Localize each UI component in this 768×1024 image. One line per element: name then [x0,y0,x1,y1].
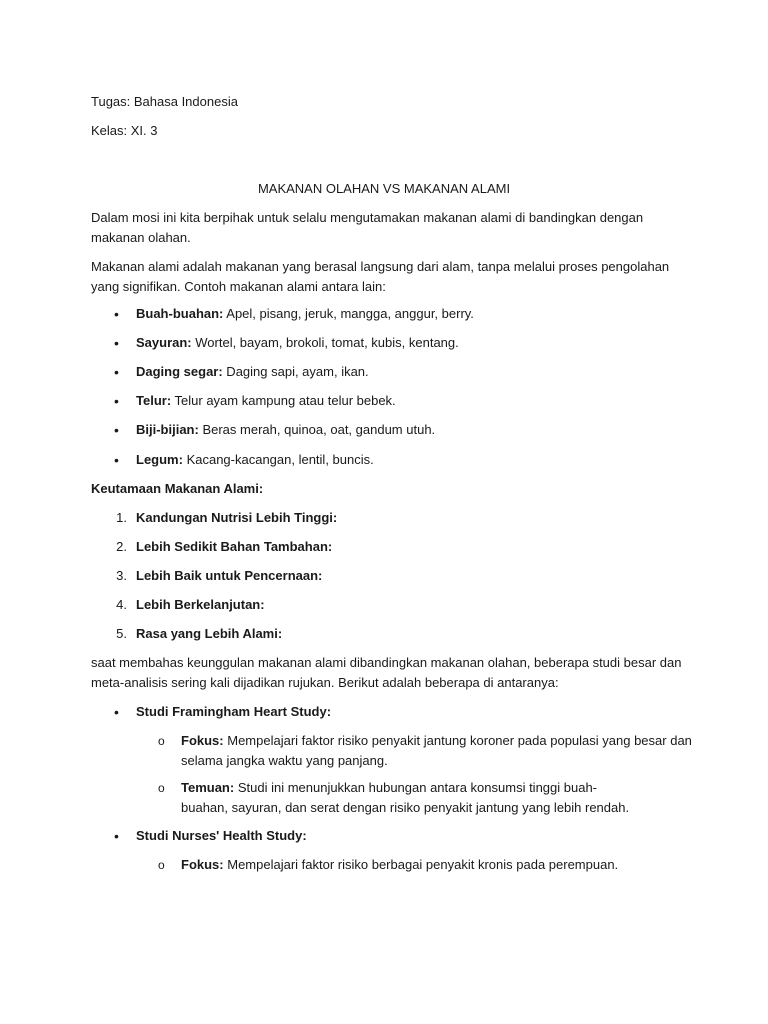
assignment-line: Tugas: Bahasa Indonesia [91,94,238,109]
item-number: 5. [116,626,127,641]
item-label: Rasa yang Lebih Alami: [136,626,283,641]
detail-label: Fokus: [181,857,224,872]
bullet-icon: • [114,393,119,409]
item-text: Kacang-kacangan, lentil, buncis. [182,452,374,467]
intro-paragraph: Dalam mosi ini kita berpihak untuk selalu mengutamakan makanan alami di bandingkan dengan makanan olahan. [91,210,644,245]
advantages-heading: Keutamaan Makanan Alami: [91,481,264,496]
study-name: Studi Nurses' Health Study: [136,828,307,843]
item-label: Lebih Baik untuk Pencernaan: [136,568,323,583]
sub-bullet-icon: o [158,781,165,795]
bullet-icon: • [114,452,119,468]
item-text: Wortel, bayam, brokoli, tomat, kubis, kentang. [191,335,459,350]
item-label: Legum: [136,452,183,467]
item-label: Lebih Berkelanjutan: [136,597,265,612]
bullet-icon: • [114,364,119,380]
bullet-icon: • [114,828,119,844]
item-text: Beras merah, quinoa, oat, gandum utuh. [198,422,436,437]
detail-text: Studi ini menunjukkan hubungan antara konsumsi tinggi buah-buahan, sayuran, dan serat dengan risiko penyakit jantung yang lebih rendah. [181,780,630,815]
studies-intro-paragraph: saat membahas keunggulan makanan alami dibandingkan makanan olahan, beberapa studi besar dan meta-analisis sering kali dijadikan rujukan. Berikut adalah beberapa di antaranya: [91,655,682,690]
bullet-icon: • [114,335,119,351]
class-line: Kelas: XI. 3 [91,123,158,138]
detail-text: Mempelajari faktor risiko berbagai penyakit kronis pada perempuan. [223,857,619,872]
item-label: Sayuran: [136,335,192,350]
item-label: Kandungan Nutrisi Lebih Tinggi: [136,510,338,525]
detail-text: Mempelajari faktor risiko penyakit jantung koroner pada populasi yang besar dan selama jangka waktu yang panjang. [181,733,692,768]
bullet-icon: • [114,306,119,322]
item-label: Buah-buahan: [136,306,224,321]
item-label: Biji-bijian: [136,422,199,437]
item-number: 4. [116,597,127,612]
item-text: Daging sapi, ayam, ikan. [222,364,369,379]
item-label: Telur: [136,393,172,408]
item-number: 3. [116,568,127,583]
sub-bullet-icon: o [158,734,165,748]
bullet-icon: • [114,704,119,720]
document-title: MAKANAN OLAHAN VS MAKANAN ALAMI [257,181,511,196]
bullet-icon: • [114,422,119,438]
detail-label: Temuan: [181,780,235,795]
item-number: 2. [116,539,127,554]
study-name: Studi Framingham Heart Study: [136,704,332,719]
item-text: Apel, pisang, jeruk, mangga, anggur, berry. [223,306,474,321]
item-number: 1. [116,510,127,525]
sub-bullet-icon: o [158,858,165,872]
detail-label: Fokus: [181,733,224,748]
item-label: Lebih Sedikit Bahan Tambahan: [136,539,333,554]
item-label: Daging segar: [136,364,223,379]
definition-paragraph: Makanan alami adalah makanan yang berasal langsung dari alam, tanpa melalui proses pengolahan yang signifikan. Contoh makanan alami antara lain: [91,259,670,294]
item-text: Telur ayam kampung atau telur bebek. [171,393,396,408]
